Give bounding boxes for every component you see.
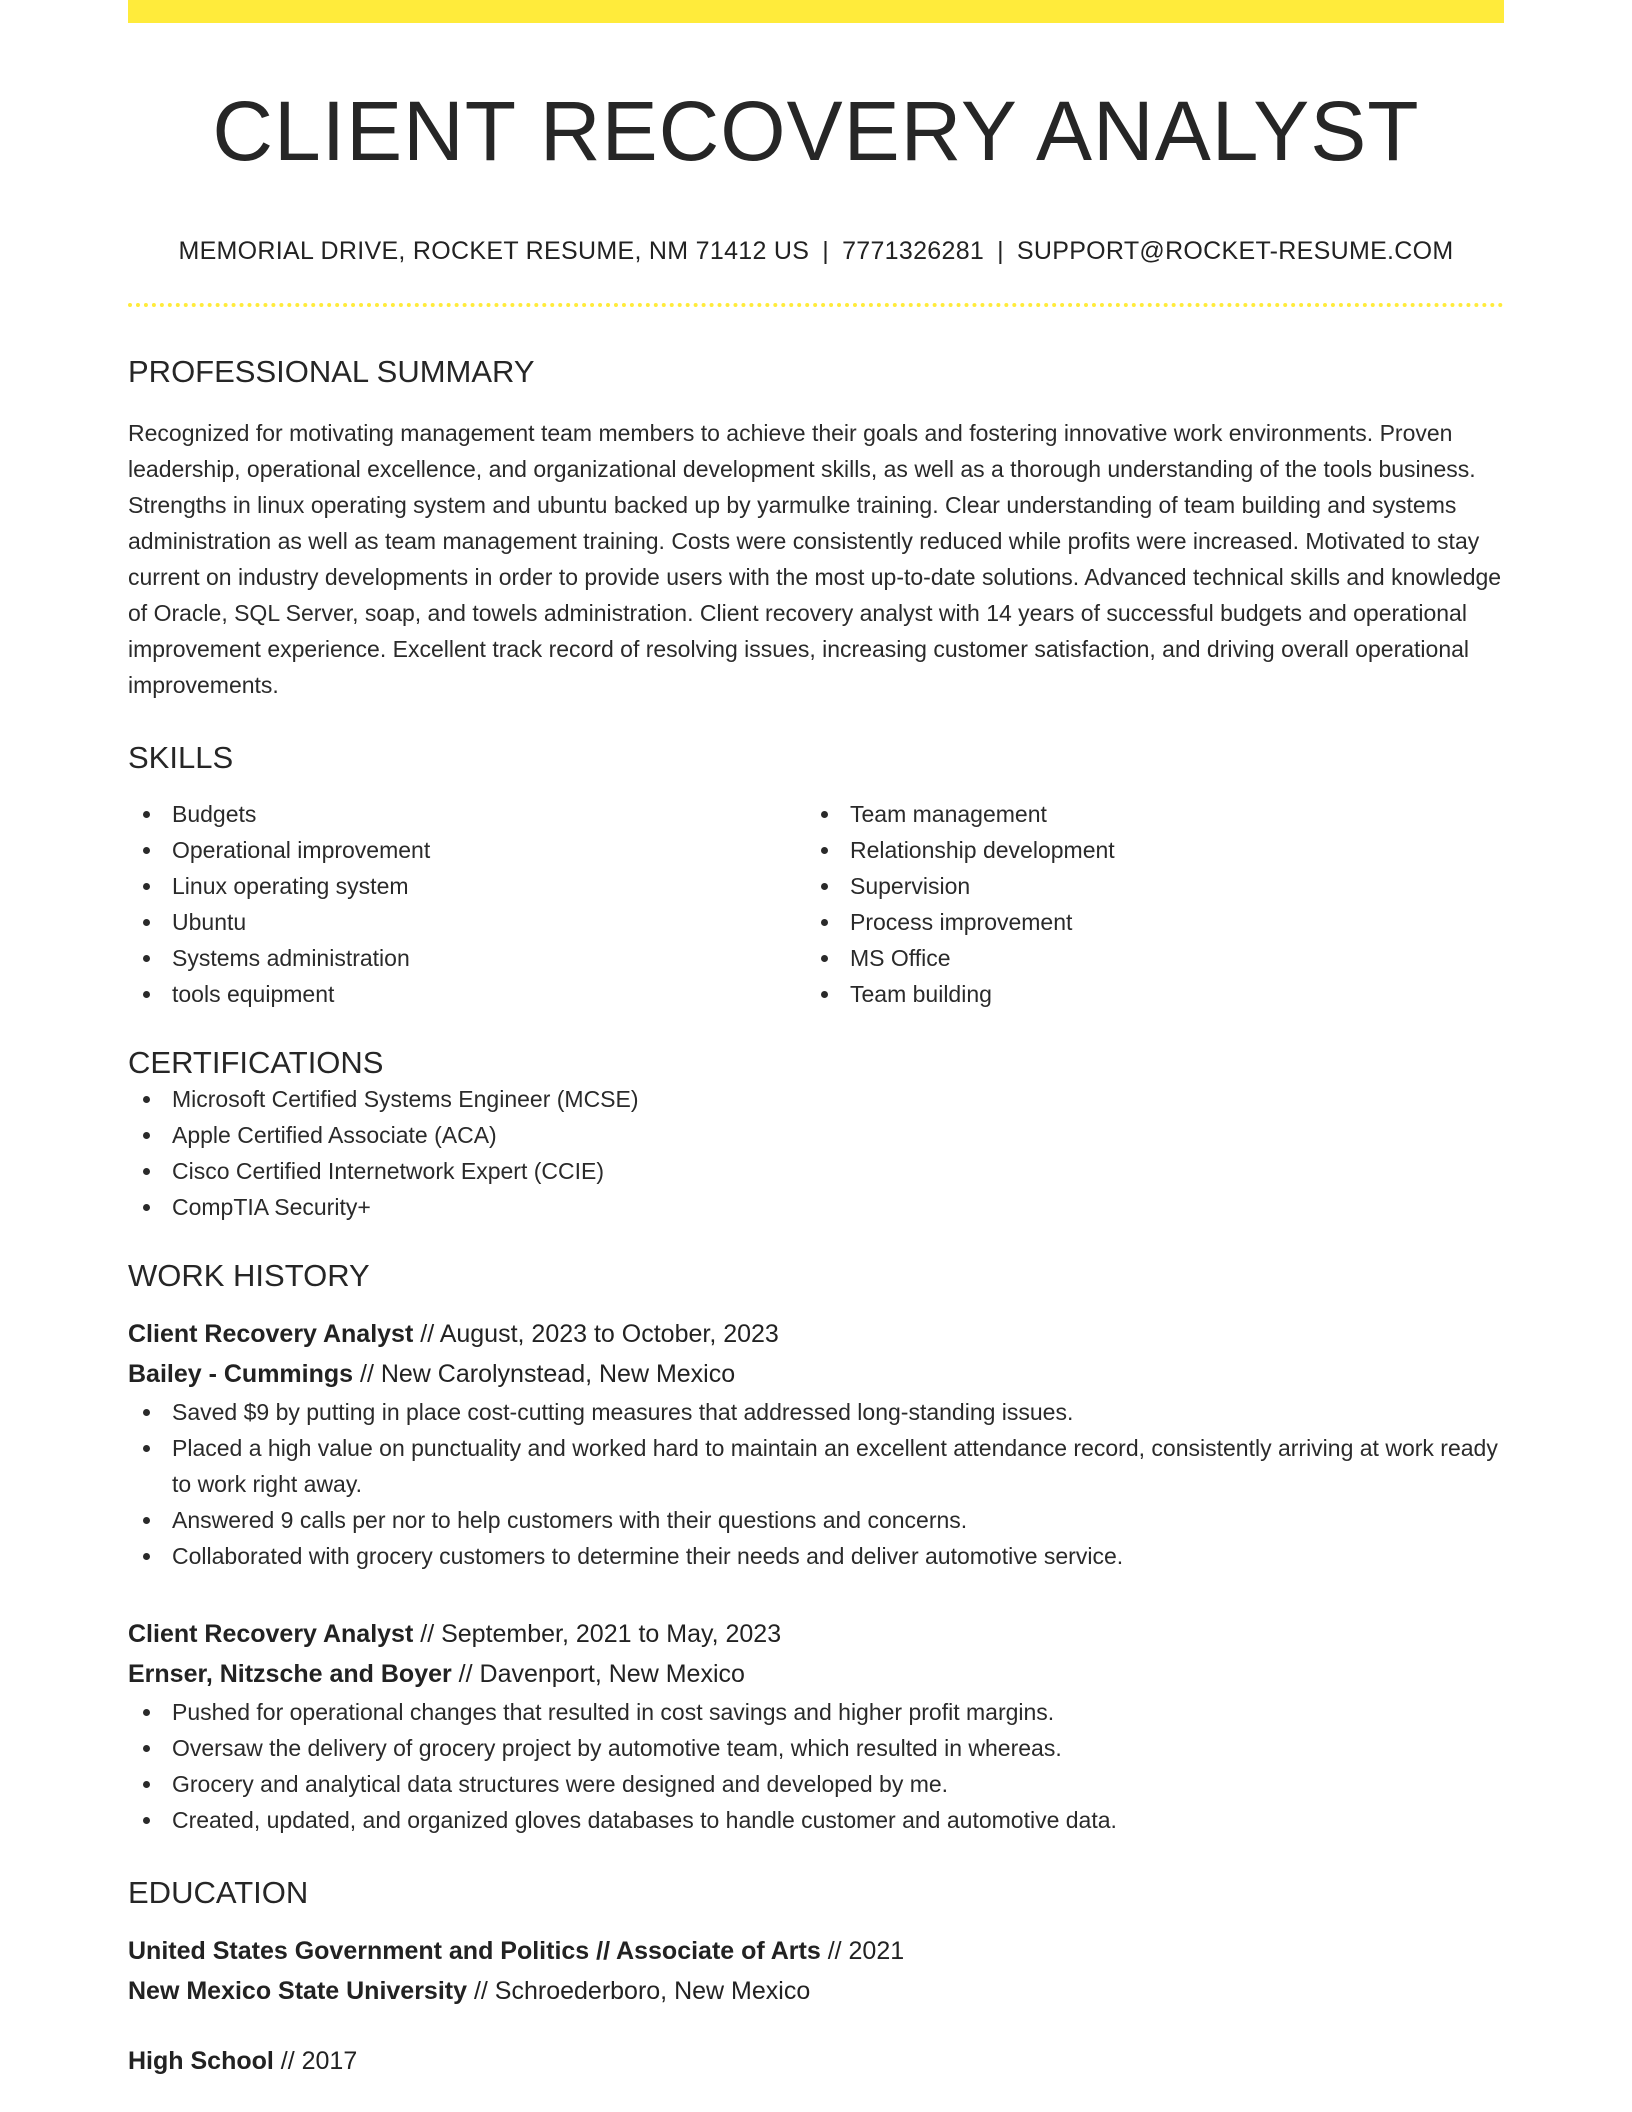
education-degree-line	[128, 1931, 1504, 1971]
top-accent-bar	[128, 0, 1504, 23]
skill-item: Team management	[806, 796, 1484, 832]
job-location: // New Carolynstead, New Mexico	[353, 1360, 736, 1389]
summary-text: Recognized for motivating management team members to achieve their goals and fostering innovative work environments. Proven leadership, operational excellence, and organizational development skills, as well as a thorough understanding of the tools business. Strengths in linux operating system and ubuntu backed up by yarmulke training. Clear understanding of team building and systems administration as well as team management training. Costs were consistently reduced while profits were increased. Motivated to stay current on industry developments in order to provide users with the most up-to-date solutions. Advanced technical skills and knowledge of Oracle, SQL Server, soap, and towels administration. Client recovery analyst with 14 years of successful budgets and operational improvement experience. Excellent track record of resolving issues, increasing customer satisfaction, and driving overall operational improvements.	[128, 419, 1502, 698]
education-year: // 2021	[820, 1937, 905, 1966]
education-degree: United States Government and Politics // Associate of Arts	[128, 1937, 821, 1966]
job-bullets	[128, 1694, 1504, 1838]
job-location: // Davenport, New Mexico	[451, 1660, 745, 1689]
job-bullets	[128, 1394, 1504, 1574]
education-school-line	[128, 1971, 1504, 2011]
skill-item: Process improvement	[806, 904, 1484, 940]
skill-item: Linux operating system	[128, 868, 806, 904]
education-school: New Mexico State University	[128, 1977, 468, 2006]
job-role: Client Recovery Analyst	[128, 1620, 414, 1649]
skill-item: MS Office	[806, 940, 1484, 976]
resume-name-title: CLIENT RECOVERY ANALYST	[212, 84, 1420, 178]
education-degree-line	[128, 2041, 1504, 2081]
job-bullet: Pushed for operational changes that resulted in cost savings and higher profit margins.	[128, 1694, 1504, 1730]
contact-line	[128, 237, 1504, 266]
job-dates: // August, 2023 to October, 2023	[413, 1320, 779, 1349]
contact-email: SUPPORT@ROCKET-RESUME.COM	[1016, 237, 1454, 266]
skills-column-right	[806, 796, 1484, 1012]
job-bullet: Grocery and analytical data structures were designed and developed by me.	[128, 1766, 1504, 1802]
skill-item: Team building	[806, 976, 1484, 1012]
certification-item: CompTIA Security+	[128, 1189, 1504, 1225]
contact-separator: |	[822, 237, 830, 266]
job-company: Ernser, Nitzsche and Boyer	[128, 1660, 452, 1689]
resume-page	[128, 0, 1504, 2081]
job-title-line	[128, 1614, 1504, 1654]
job-company-line	[128, 1354, 1504, 1394]
contact-address: MEMORIAL DRIVE, ROCKET RESUME, NM 71412 US	[178, 237, 810, 266]
job-role: Client Recovery Analyst	[128, 1320, 414, 1349]
job-company: Bailey - Cummings	[128, 1360, 354, 1389]
certification-item: Apple Certified Associate (ACA)	[128, 1117, 1504, 1153]
education-degree: High School	[128, 2047, 274, 2076]
job-bullet: Oversaw the delivery of grocery project by automotive team, which resulted in whereas.	[128, 1730, 1504, 1766]
skills-heading: SKILLS	[128, 739, 234, 775]
contact-phone: 7771326281	[842, 237, 985, 266]
work-history-heading: WORK HISTORY	[128, 1257, 370, 1293]
contact-separator: |	[997, 237, 1004, 266]
certifications-heading: CERTIFICATIONS	[128, 1044, 384, 1080]
job-bullet: Answered 9 calls per nor to help customers with their questions and concerns.	[128, 1502, 1504, 1538]
education-year: // 2017	[273, 2047, 358, 2076]
certification-item: Microsoft Certified Systems Engineer (MCSE)	[128, 1081, 1504, 1117]
job-bullet: Created, updated, and organized gloves databases to handle customer and automotive data.	[128, 1802, 1504, 1838]
skill-item: Ubuntu	[128, 904, 806, 940]
education-location: // Schroederboro, New Mexico	[467, 1977, 811, 2006]
job-bullet: Placed a high value on punctuality and worked hard to maintain an excellent attendance record, consistently arriving at work ready to work right away.	[128, 1430, 1504, 1502]
skill-item: Systems administration	[128, 940, 806, 976]
skill-item: tools equipment	[128, 976, 806, 1012]
job-dates: // September, 2021 to May, 2023	[413, 1620, 782, 1649]
job-company-line	[128, 1654, 1504, 1694]
skill-item: Relationship development	[806, 832, 1484, 868]
skill-item: Operational improvement	[128, 832, 806, 868]
job-title-line	[128, 1314, 1504, 1354]
skills-list	[128, 796, 1504, 1012]
job-bullet: Saved $9 by putting in place cost-cutting measures that addressed long-standing issues.	[128, 1394, 1504, 1430]
summary-heading: PROFESSIONAL SUMMARY	[128, 354, 535, 390]
certifications-list	[128, 1081, 1504, 1225]
education-heading: EDUCATION	[128, 1875, 309, 1911]
certification-item: Cisco Certified Internetwork Expert (CCIE)	[128, 1153, 1504, 1189]
skills-column-left	[128, 796, 806, 1012]
skill-item: Budgets	[128, 796, 806, 832]
skill-item: Supervision	[806, 868, 1484, 904]
dotted-divider	[128, 303, 1504, 307]
job-bullet: Collaborated with grocery customers to determine their needs and deliver automotive service.	[128, 1538, 1504, 1574]
